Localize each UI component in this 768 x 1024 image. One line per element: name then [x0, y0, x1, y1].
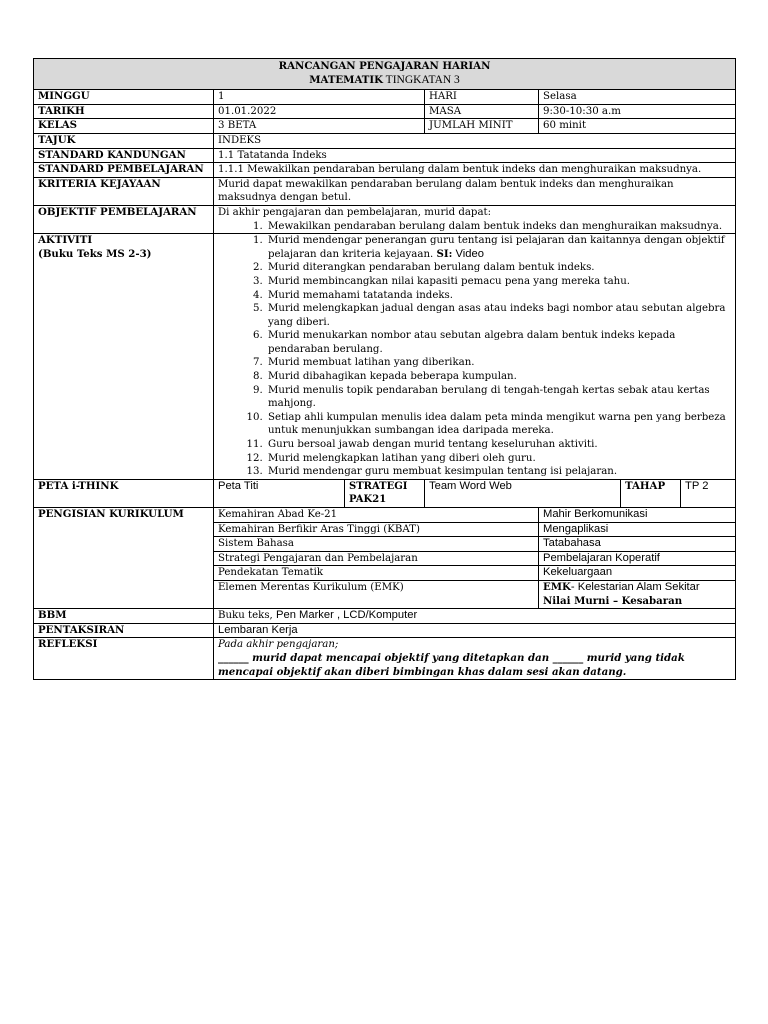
list-item: 12. Murid melengkapkan latihan yang diberi oleh guru. — [266, 452, 731, 466]
aktiviti-label-cell — [34, 234, 214, 480]
peta-ithink-label: PETA i-THINK — [34, 479, 214, 507]
pengisian-key: Kemahiran Berfikir Aras Tinggi (KBAT) — [214, 522, 539, 537]
pengisian-kurikulum-label: PENGISIAN KURIKULUM — [34, 508, 214, 609]
subject-name: MATEMATIK — [309, 73, 383, 86]
list-item: 6. Murid menukarkan nombor atau sebutan algebra dalam bentuk indeks kepada pendaraban berulang. — [266, 329, 731, 356]
list-item: 3. Murid membincangkan nilai kapasiti pemacu pena yang mereka tahu. — [266, 275, 731, 289]
si-label: SI: — [436, 247, 453, 260]
kriteria-kejayaan-label: KRITERIA KEJAYAAN — [34, 177, 214, 205]
minggu-value: 1 — [214, 90, 425, 105]
title-line-1: RANCANGAN PENGAJARAN HARIAN — [278, 60, 491, 72]
minggu-label: MINGGU — [34, 90, 214, 105]
masa-value: 9:30-10:30 a.m — [539, 104, 736, 119]
jumlah-minit-label: JUMLAH MINIT — [425, 119, 539, 134]
list-item: 13. Murid mendengar guru membuat kesimpulan tentang isi pelajaran. — [266, 465, 731, 479]
emk-bold: EMK — [543, 580, 571, 593]
standard-kandungan-label: STANDARD KANDUNGAN — [34, 148, 214, 163]
list-item: 1. Mewakilkan pendaraban berulang dalam bentuk indeks dan menghuraikan maksudnya. — [266, 220, 731, 234]
bbm-value — [214, 609, 736, 624]
pentaksiran-value: Lembaran Kerja — [214, 623, 736, 638]
aktiviti-sublabel: (Buku Teks MS 2-3) — [38, 247, 152, 260]
refleksi-line-1: Pada akhir pengajaran; — [218, 639, 339, 651]
list-item: 9. Murid menulis topik pendaraban berulang di tengah-tengah kertas sebak atau kertas mahjong. — [266, 384, 731, 411]
lesson-plan-document — [33, 58, 735, 680]
emk-values — [539, 580, 736, 608]
refleksi-line-2: ______ murid dapat mencapai objektif yang ditetapkan dan ______ murid yang tidak mencapai objektif akan diberi bimbingan khas dalam sesi akan datang. — [218, 651, 685, 678]
pengisian-key: Pendekatan Tematik — [214, 566, 539, 581]
pengisian-key: Sistem Bahasa — [214, 537, 539, 552]
bbm-label: BBM — [34, 609, 214, 624]
pengisian-key: Kemahiran Abad Ke-21 — [214, 508, 539, 523]
title-line-2 — [38, 74, 731, 88]
nilai-murni: Nilai Murni – Kesabaran — [543, 594, 683, 607]
list-item — [266, 234, 731, 261]
bbm-value-2: Pen Marker , LCD/Komputer — [276, 609, 418, 622]
list-item: 8. Murid dibahagikan kepada beberapa kumpulan. — [266, 370, 731, 384]
list-item: 4. Murid memahami tatatanda indeks. — [266, 289, 731, 303]
bbm-value-1: Buku teks, — [218, 610, 277, 622]
hari-label: HARI — [425, 90, 539, 105]
list-item: 5. Murid melengkapkan jadual dengan asas atau indeks bagi nombor atau sebutan algebra yang diberi. — [266, 302, 731, 329]
tajuk-value: INDEKS — [214, 133, 736, 148]
pengisian-key: Elemen Merentas Kurikulum (EMK) — [214, 580, 539, 608]
pengisian-value: Tatabahasa — [539, 537, 736, 552]
standard-kandungan-value: 1.1 Tatatanda Indeks — [214, 148, 736, 163]
standard-pembelajaran-value: 1.1.1 Mewakilkan pendaraban berulang dalam bentuk indeks dan menghuraikan maksudnya. — [214, 163, 736, 178]
aktiviti-item-1-text: Murid mendengar penerangan guru tentang isi pelajaran dan kaitannya dengan objektif pelajaran dan kriteria kejayaan. — [268, 235, 725, 260]
kelas-label: KELAS — [34, 119, 214, 134]
kelas-value: 3 BETA — [214, 119, 425, 134]
pengisian-key: Strategi Pengajaran dan Pembelajaran — [214, 551, 539, 566]
si-value: Video — [452, 247, 484, 260]
pentaksiran-label: PENTAKSIRAN — [34, 623, 214, 638]
strategi-label: STRATEGI PAK21 — [345, 479, 425, 507]
pengisian-value: Kekeluargaan — [539, 566, 736, 581]
refleksi-label: REFLEKSI — [34, 638, 214, 680]
kriteria-kejayaan-value: Murid dapat mewakilkan pendaraban berulang dalam bentuk indeks dan menghuraikan maksudnya dengan betul. — [214, 177, 736, 205]
list-item: 10. Setiap ahli kumpulan menulis idea dalam peta minda mengikut warna pen yang berbeza untuk menunjukkan sumbangan idea daripada mereka. — [266, 411, 731, 438]
refleksi-content — [214, 638, 736, 680]
form-level: TINGKATAN 3 — [383, 73, 460, 86]
emk-line — [543, 581, 731, 595]
list-item: 11. Guru bersoal jawab dengan murid tentang keseluruhan aktiviti. — [266, 438, 731, 452]
aktiviti-content — [214, 234, 736, 480]
tahap-value: TP 2 — [681, 479, 736, 507]
pengisian-value: Mahir Berkomunikasi — [539, 508, 736, 523]
aktiviti-list — [218, 234, 731, 479]
standard-pembelajaran-label: STANDARD PEMBELAJARAN — [34, 163, 214, 178]
tahap-label: TAHAP — [621, 479, 681, 507]
objektif-list — [218, 220, 731, 234]
hari-value: Selasa — [539, 90, 736, 105]
aktiviti-label: AKTIVITI — [38, 234, 93, 247]
emk-rest: - Kelestarian Alam Sekitar — [570, 580, 700, 593]
tarikh-value: 01.01.2022 — [214, 104, 425, 119]
document-title — [34, 59, 736, 90]
tarikh-label: TARIKH — [34, 104, 214, 119]
pengisian-value: Pembelajaran Koperatif — [539, 551, 736, 566]
pengisian-value: Mengaplikasi — [539, 522, 736, 537]
list-item: 7. Murid membuat latihan yang diberikan. — [266, 356, 731, 370]
lesson-plan-table — [33, 58, 736, 680]
list-item: 2. Murid diterangkan pendaraban berulang dalam bentuk indeks. — [266, 261, 731, 275]
jumlah-minit-value: 60 minit — [539, 119, 736, 134]
peta-ithink-value: Peta Titi — [214, 479, 345, 507]
masa-label: MASA — [425, 104, 539, 119]
objektif-label: OBJEKTIF PEMBELAJARAN — [34, 205, 214, 233]
objektif-intro: Di akhir pengajaran dan pembelajaran, murid dapat: — [218, 206, 492, 218]
tajuk-label: TAJUK — [34, 133, 214, 148]
strategi-value: Team Word Web — [425, 479, 621, 507]
objektif-content — [214, 205, 736, 233]
